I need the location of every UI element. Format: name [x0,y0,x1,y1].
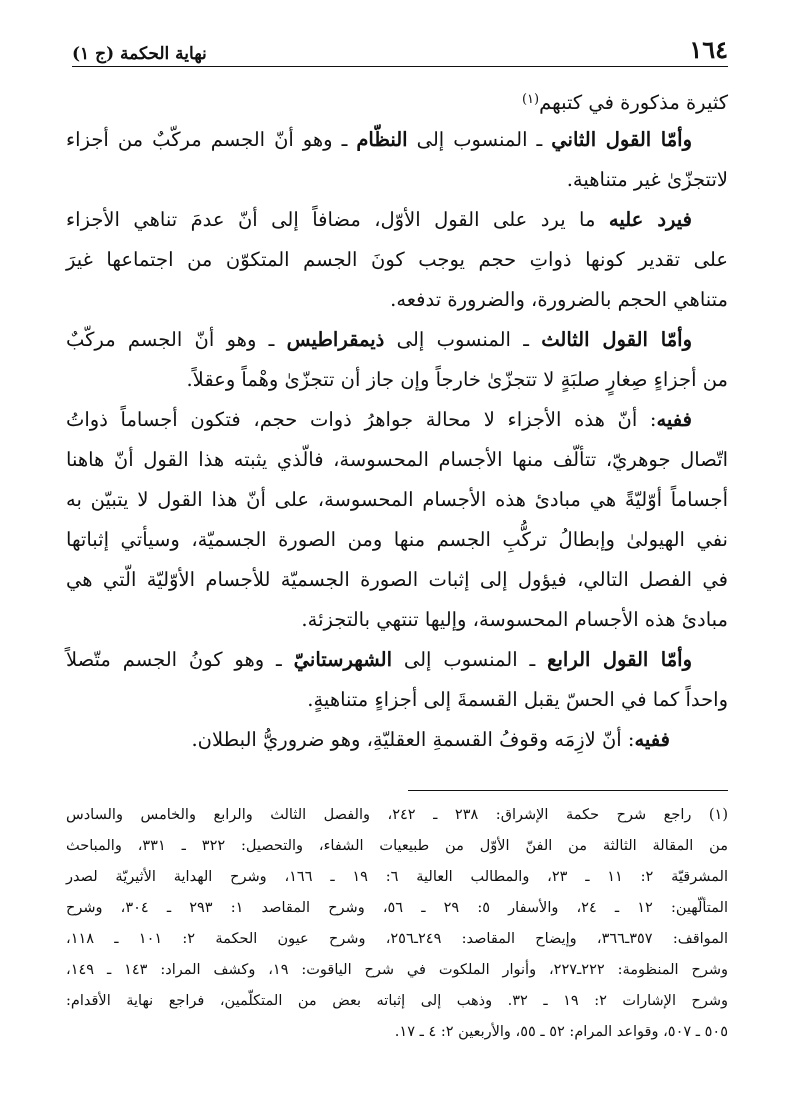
text-line: وأمّا القول الثاني ـ المنسوب إلى النظّام ـ وهو أنّ الجسم مركّبٌ من أجزاء [66,128,693,151]
running-title: نهاية الحكمة (ج ١) [72,44,207,64]
footnote-line: المواقف: ٣٥٧ـ٣٦٦، وإيضاح المقاصد: ٢٤٩ـ٢٥٦، وشرح عيون الحكمة ٢: ١٠١ ـ ١١٨، [66,931,728,947]
text-line: متناهي الحجم بالضرورة، والضرورة تدفعه. [390,288,728,311]
header-rule [72,66,728,67]
footnote-ref: (١) [521,92,540,107]
footnote-line: ٥٠٥ ـ ٥٠٧، وقواعد المرام: ٥٢ ـ ٥٥، والأربعين ٢: ٤ ـ ١٧. [394,1024,728,1040]
text-line: من أجزاءٍ صِغارٍ صلبَةٍ لا تتجزّىٰ خارجاً وإن جاز أن تتجزّىٰ وهْماً وعقلاً. [186,368,728,391]
page-header [72,30,728,64]
footnote-line: وشرح الإشارات ٢: ١٩ ـ ٣٢. وذهب إلى إثباته بعض من المتكلّمين، فراجع نهاية الأقدام: [66,993,729,1009]
text-line: اتّصال جوهريّ، تتألّف منها الأجسام المحسوسة، فالّذي يثبته هذا القول أنّ هاهنا [66,448,728,471]
text-line: فيرد عليه ما يرد على القول الأوّل، مضافاً إلى أنّ عدمَ تناهي الأجزاء [66,208,692,231]
footnote [66,800,728,1048]
text-line: نفي الهيولىٰ وإبطالُ تركُّبِ الجسم منها ومن الصورة الجسميّة، وسيأتي إثباتها [66,528,728,551]
footnote-line: المتألّهين: ١٢ ـ ٢٤، والأسفار ٥: ٢٩ ـ ٥٦، وشرح المقاصد ١: ٢٩٣ ـ ٣٠٤، وشرح [66,900,728,916]
main-text [66,80,728,760]
footnote-line: من المقالة الثالثة من الفنّ الأوّل من طبيعيات الشفاء، والتحصيل: ٣٢٢ ـ ٣٣١، والمباحث [66,838,728,854]
page-number: ١٦٤ [689,35,728,64]
text-line: ففيه: أنّ لازِمَه وقوفُ القسمةِ العقليّةِ، وهو ضروريُّ البطلان. [191,728,670,751]
text-line: كثيرة مذكورة في كتبهم$^{(١)}$ [521,91,728,114]
footnote-rule [408,790,728,791]
footnote-line: المشرقيّة ٢: ١١ ـ ٢٣، والمطالب العالية ٦: ١٩ ـ ١٦٦، وشرح الهداية الأثيريّة لصدر [66,869,728,885]
text-line: لاتتجزّىٰ غير متناهية. [566,168,728,191]
text-line: في الفصل التالي، فيؤول إلى إثبات الصورة الجسميّة للأجسام الأوّليّة الّتي هي [66,568,728,591]
text-line: مبادئ هذه الأجسام المحسوسة، وإليها تنتهي بالتجزئة. [301,608,728,631]
footnote-line: وشرح المنظومة: ٢٢٢ـ٢٢٧، وأنوار الملكوت في شرح الياقوت: ١٩، وكشف المراد: ١٤٣ ـ ١٤٩، [66,962,728,978]
text-line: وأمّا القول الرابع ـ المنسوب إلى الشهرستانيّ ـ وهو كونُ الجسم متّصلاً [66,648,693,671]
text-line: وأمّا القول الثالث ـ المنسوب إلى ذيمقراطيس ـ وهو أنّ الجسم مركّبٌ [66,328,692,351]
footnote-line: (١) راجع شرح حكمة الإشراق: ٢٣٨ ـ ٢٤٢، والفصل الثالث والرابع والخامس والسادس [66,807,728,823]
text-line: واحداً كما في الحسّ يقبل القسمةَ إلى أجزاءٍ متناهيةٍ. [307,688,728,711]
text-line: ففيه: أنّ هذه الأجزاء لا محالة جواهرُ ذوات حجم، فتكون أجساماً ذواتُ [66,408,692,431]
text-line: أجساماً أوّليّةً هي مبادئ هذه الأجسام المحسوسة، على أنّ هذا القول لا يتبيّن به [66,488,728,511]
text-line: على تقدير كونها ذواتِ حجم يوجب كونَ الجسم المتكوّن من اجتماعها غيرَ [66,248,728,271]
